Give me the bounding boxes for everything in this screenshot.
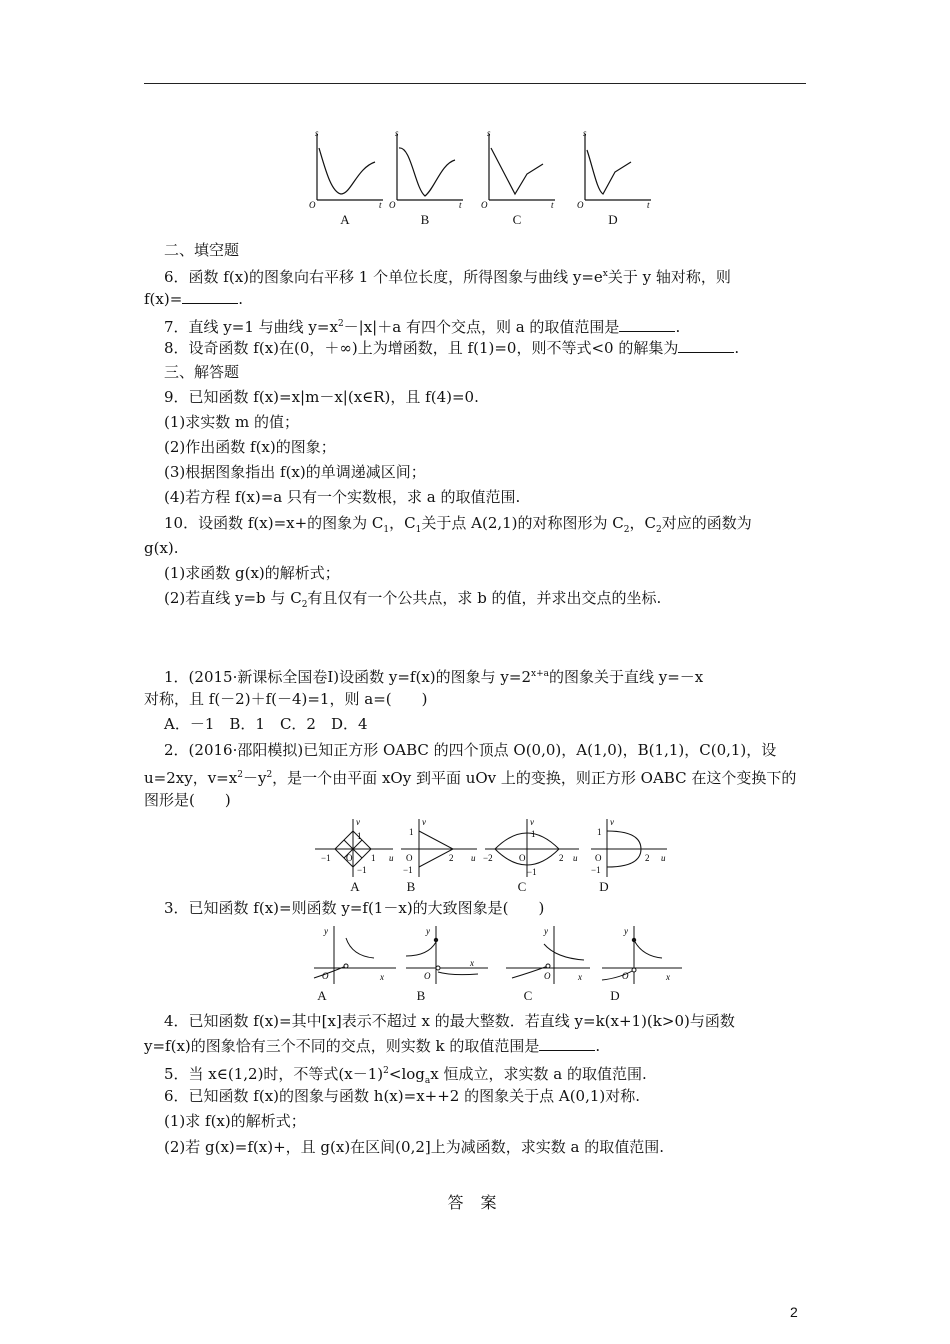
svg-text:y: y — [324, 926, 328, 936]
caption-d: D — [610, 988, 620, 1003]
svg-text:y: y — [426, 926, 430, 936]
svg-text:v: v — [610, 817, 614, 827]
caption-b: B — [406, 879, 416, 894]
problem-4-cont: y=f(x)的图象恰有三个不同的交点，则实数 k 的取值范围是 . — [144, 1037, 601, 1055]
svg-text:O: O — [622, 971, 629, 981]
svg-text:O: O — [544, 971, 551, 981]
caption-a: A — [317, 988, 327, 1003]
page-number: 2 — [790, 1304, 798, 1320]
question-9-part-4: (4)若方程 f(x)=a 只有一个实数根，求 a 的取值范围. — [164, 488, 521, 506]
svg-text:−2: −2 — [483, 853, 493, 863]
caption-a: A — [350, 879, 360, 894]
svg-text:O: O — [406, 853, 413, 863]
svg-text:1: 1 — [409, 827, 414, 837]
figure-st-c — [477, 128, 573, 228]
svg-text:1: 1 — [371, 853, 376, 863]
svg-text:2: 2 — [449, 853, 454, 863]
answer-blank[interactable] — [539, 1037, 595, 1051]
caption-b: B — [416, 988, 426, 1003]
question-7: 7．直线 y=1 与曲线 $y=x^2-|x|+a$ 有四个交点，则 a 的取值范围是 . — [164, 318, 681, 336]
question-9-part-2: (2)作出函数 f(x)的图象； — [164, 438, 336, 456]
problem-2-cont: u=2xy，$v=x^2-y^2$，是一个由平面 xOy 到平面 uOv 上的变换，则正方形 OABC 在这个变换下的 — [144, 769, 797, 787]
caption-c: C — [523, 988, 533, 1003]
answer-heading: 答 案 — [447, 1193, 503, 1212]
question-9-part-1: (1)求实数 m 的值； — [164, 413, 300, 431]
caption-d: D — [608, 212, 618, 227]
question-9-part-3: (3)根据图象指出 f(x)的单调递减区间； — [164, 463, 426, 481]
caption-c: C — [512, 212, 522, 227]
problem-1-options: A．－1 B．1 C．2 D．4 — [164, 715, 368, 733]
svg-text:s: s — [583, 128, 587, 138]
caption-c: C — [517, 879, 527, 894]
svg-text:O: O — [481, 200, 488, 208]
svg-text:u: u — [573, 853, 578, 863]
svg-text:t: t — [647, 200, 650, 208]
section-heading-solve: 三、解答题 — [164, 363, 240, 381]
svg-text:2: 2 — [559, 853, 564, 863]
svg-text:x: x — [380, 972, 384, 982]
svg-text:s: s — [487, 128, 491, 138]
svg-text:−1: −1 — [591, 865, 601, 875]
question-10-part-2: (2)若直线 y=b 与 $C_2$有且仅有一个公共点，求 b 的值，并求出交点的坐标. — [164, 589, 662, 610]
svg-text:O: O — [424, 971, 431, 981]
figure-st-b — [385, 128, 477, 228]
figure-y-d — [600, 922, 686, 1004]
svg-text:O: O — [519, 853, 526, 863]
svg-text:1: 1 — [597, 827, 602, 837]
svg-text:x: x — [666, 972, 670, 982]
svg-text:2: 2 — [645, 853, 650, 863]
svg-text:s: s — [395, 128, 399, 138]
figure-y-b — [404, 922, 504, 1004]
svg-text:−1: −1 — [321, 853, 331, 863]
svg-text:u: u — [471, 853, 476, 863]
svg-text:t: t — [379, 200, 382, 208]
caption-b: B — [420, 212, 430, 227]
problem-6-part-2: (2)若 g(x)=f(x)+，且 g(x)在区间(0,2]上为减函数，求实数 a 的取值范围. — [164, 1138, 664, 1156]
svg-text:O: O — [595, 853, 602, 863]
svg-text:v: v — [356, 817, 360, 827]
figure-uv-d — [587, 817, 671, 895]
figure-y-options — [312, 922, 686, 1004]
answer-blank[interactable] — [619, 318, 675, 332]
question-8: 8．设奇函数 f(x)在(0，＋∞)上为增函数，且 f(1)=0，则不等式<0 的解集为 . — [164, 339, 740, 357]
svg-text:x: x — [470, 958, 474, 968]
answer-blank[interactable] — [678, 339, 734, 353]
question-9: 9．已知函数 f(x)=x|m－x|(x∈R)，且 f(4)=0. — [164, 388, 479, 406]
figure-uv-c — [483, 817, 587, 895]
problem-2: 2．(2016·邵阳模拟)已知正方形 OABC 的四个顶点 O(0,0)，A(1,0)，B(1,1)，C(0,1)，设 — [164, 741, 777, 759]
svg-text:−1: −1 — [527, 867, 537, 877]
caption-d: D — [599, 879, 609, 894]
caption-a: A — [340, 212, 350, 227]
svg-text:u: u — [661, 853, 666, 863]
answer-blank[interactable] — [182, 290, 238, 304]
figure-y-c — [504, 922, 600, 1004]
question-6-cont: f(x)= . — [144, 290, 244, 308]
section-heading-fill: 二、填空题 — [164, 241, 240, 259]
svg-text:t: t — [459, 200, 462, 208]
figure-uv-options — [313, 817, 671, 895]
figure-st-a — [305, 128, 385, 228]
svg-text:O: O — [346, 853, 353, 863]
question-10-cont: g(x). — [144, 539, 179, 557]
figure-uv-b — [397, 817, 483, 895]
svg-text:x: x — [578, 972, 582, 982]
svg-text:O: O — [322, 971, 329, 981]
svg-text:v: v — [422, 817, 426, 827]
svg-text:O: O — [309, 200, 316, 208]
problem-6: 6．已知函数 f(x)的图象与函数 h(x)=x++2 的图象关于点 A(0,1)对称. — [164, 1087, 641, 1105]
svg-text:O: O — [389, 200, 396, 208]
problem-2-cont-2: 图形是( ) — [144, 791, 231, 809]
question-6: 6．函数 f(x)的图象向右平移 1 个单位长度，所得图象与曲线 $y=e^x$关于 y 轴对称，则 — [164, 268, 731, 286]
figure-st-graphs — [305, 128, 653, 228]
problem-1-cont: 对称，且 f(－2)＋f(－4)=1，则 a=( ) — [144, 690, 428, 708]
svg-text:v: v — [530, 817, 534, 827]
figure-st-d — [573, 128, 653, 228]
question-10-part-1: (1)求函数 g(x)的解析式； — [164, 564, 340, 582]
svg-text:1: 1 — [531, 829, 536, 839]
svg-text:O: O — [577, 200, 584, 208]
problem-5: 5．当 x∈(1,2)时，不等式$(x-1)^2<\log_ax$ 恒成立，求实数 a 的取值范围. — [164, 1065, 647, 1086]
svg-text:s: s — [315, 128, 319, 138]
svg-text:u: u — [389, 853, 394, 863]
problem-3: 3．已知函数 f(x)=则函数 y=f(1－x)的大致图象是( ) — [164, 899, 545, 917]
question-10: 10．设函数 f(x)=x+的图象为 $C_1$，$C_1$关于点 A(2,1)的对称图形为 $C_2$，$C_2$对应的函数为 — [164, 514, 752, 535]
svg-text:−1: −1 — [357, 865, 367, 875]
figure-uv-a — [313, 817, 397, 895]
figure-y-a — [312, 922, 404, 1004]
header-rule — [144, 83, 806, 84]
problem-4: 4．已知函数 f(x)=其中[x]表示不超过 x 的最大整数．若直线 y=k(x+1)(k>0)与函数 — [164, 1012, 735, 1030]
svg-text:1: 1 — [357, 831, 362, 841]
svg-text:−1: −1 — [403, 865, 413, 875]
svg-text:y: y — [544, 926, 548, 936]
problem-6-part-1: (1)求 f(x)的解析式； — [164, 1112, 306, 1130]
problem-1: 1．(2015·新课标全国卷Ⅰ)设函数 y=f(x)的图象与 $y=2^{x+a}$的图象关于直线 y=－x — [164, 668, 704, 686]
svg-text:t: t — [551, 200, 554, 208]
svg-text:y: y — [624, 926, 628, 936]
